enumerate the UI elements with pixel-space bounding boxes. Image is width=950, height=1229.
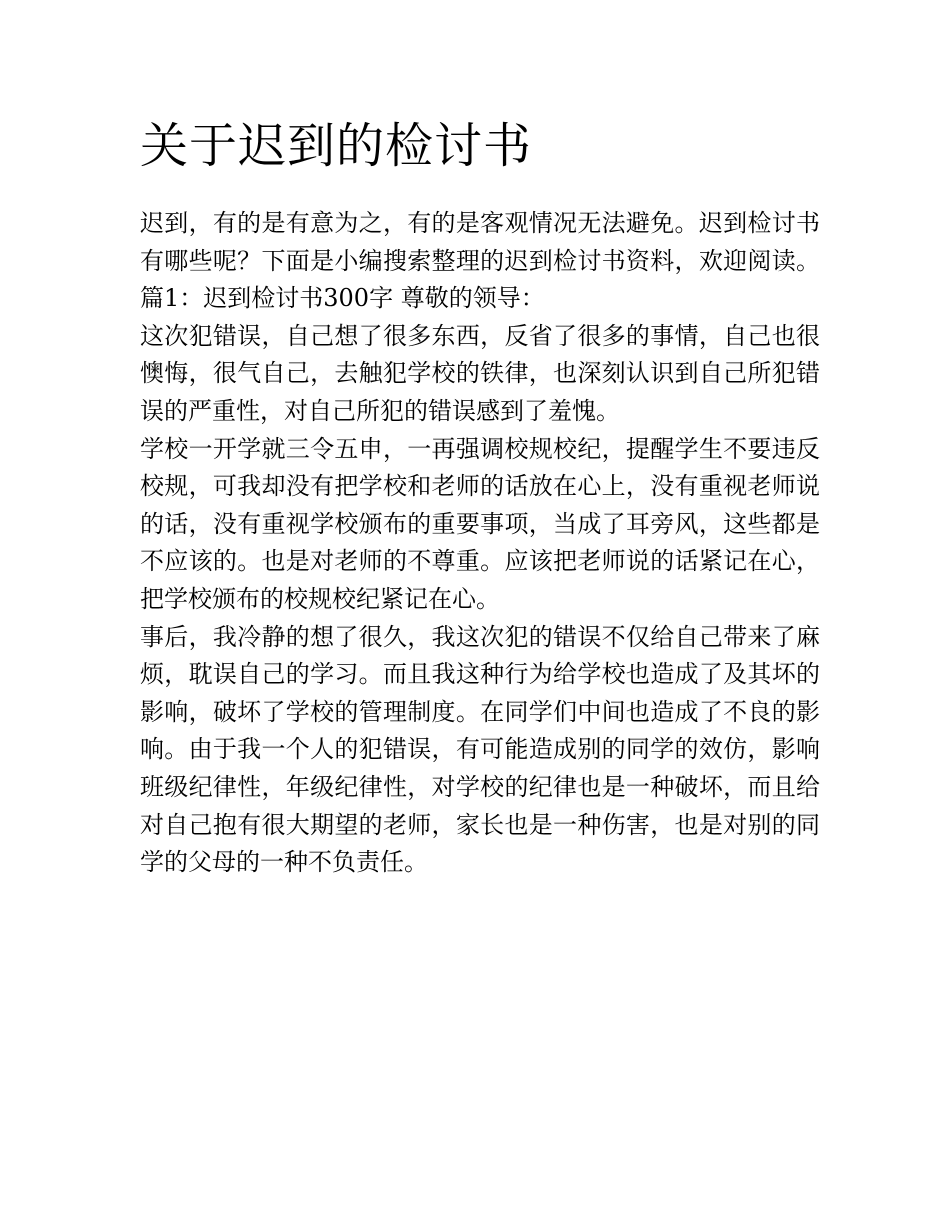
- paragraph-reflection: 这次犯错误，自己想了很多东西，反省了很多的事情，自己也很懊悔，很气自己，去触犯学校的铁律，也深刻认识到自己所犯错误的严重性，对自己所犯的错误感到了羞愧。: [140, 321, 820, 425]
- paragraph-intro: 迟到，有的是有意为之，有的是客观情况无法避免。迟到检讨书有哪些呢？下面是小编搜索整理的迟到检讨书资料，欢迎阅读。 篇1：迟到检讨书300字 尊敬的领导：: [140, 209, 820, 313]
- paragraph-school-rules: 学校一开学就三令五申，一再强调校规校纪，提醒学生不要违反校规，可我却没有把学校和老师的话放在心上，没有重视老师说的话，没有重视学校颁布的重要事项，当成了耳旁风，这些都是不应该的。也是对老师的不尊重。应该把老师说的话紧记在心，把学校颁布的校规校纪紧记在心。: [140, 434, 820, 613]
- paragraph-consequences: 事后，我冷静的想了很久，我这次犯的错误不仅给自己带来了麻烦，耽误自己的学习。而且我这种行为给学校也造成了及其坏的影响，破坏了学校的管理制度。在同学们中间也造成了不良的影响。由于我一个人的犯错误，有可能造成别的同学的效仿，影响班级纪律性，年级纪律性，对学校的纪律也是一种破坏，而且给对自己抱有很大期望的老师，家长也是一种伤害，也是对别的同学的父母的一种不负责任。: [140, 622, 820, 877]
- document-page: [140, 115, 820, 882]
- document-title: 关于迟到的检讨书: [140, 118, 533, 174]
